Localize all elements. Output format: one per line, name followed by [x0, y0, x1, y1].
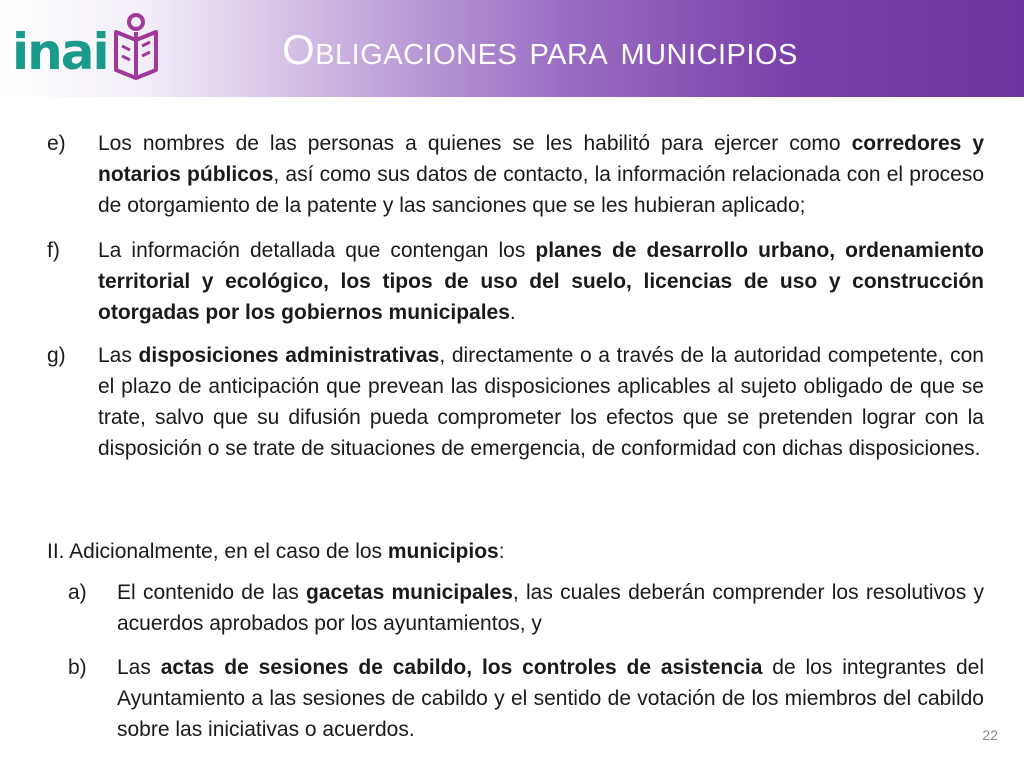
list-marker: f) [47, 239, 60, 262]
text-run: La información detallada que contengan los [98, 239, 536, 262]
text-run: . [509, 301, 516, 324]
text-run: : [498, 540, 505, 563]
bold-text: planes de desarrollo urbano, ordenamiento territorial y ecológico, los tipos de uso del suelo, licencias de uso y construcción otorgadas por los gobiernos municipales [98, 239, 984, 324]
list-item-text [117, 652, 984, 745]
text-run: Las [98, 344, 139, 367]
list-item-a [68, 577, 984, 639]
list-item-b [68, 652, 984, 745]
list-item-e [47, 128, 984, 221]
text-run: El contenido de las [117, 581, 307, 604]
bold-text: corredores y notarios públicos [98, 132, 984, 186]
text-run: , directamente o a través de la autoridad competente, con el plazo de anticipación que prevean las disposiciones aplicables al sujeto obligado de que se trate, salvo que su difusión pueda comprometer los efectos que se pretenden lograr con la disposición o se trate de situaciones de emergencia, de conformidad con dichas disposiciones. [98, 344, 984, 460]
list-marker: e) [47, 132, 66, 155]
list-marker: a) [68, 581, 87, 604]
logo-text: inai [12, 23, 108, 81]
list-item-text [98, 235, 984, 328]
text-run: II. Adicionalmente, en el caso de los [47, 540, 388, 563]
section-ii-heading [47, 536, 505, 567]
list-marker: b) [68, 656, 87, 679]
list-item-f [47, 235, 984, 328]
list-item-text [98, 340, 984, 464]
text-run: Los nombres de las personas a quienes se les habilitó para ejercer como [98, 132, 852, 155]
text-run: , así como sus datos de contacto, la información relacionada con el proceso de otorgamiento de la patente y las sanciones que se les hubieran aplicado; [98, 163, 985, 217]
bold-text: actas de sesiones de cabildo, los controles de asistencia [160, 656, 763, 679]
list-item-text [98, 128, 984, 221]
list-item-text [117, 577, 984, 639]
inai-logo [12, 12, 162, 87]
page-title: Obligaciones para municipios [282, 26, 798, 73]
bold-text: municipios [387, 540, 499, 563]
book-person-icon [110, 12, 162, 82]
text-run: Las [117, 656, 161, 679]
page-number: 22 [982, 727, 998, 743]
slide-header [0, 0, 1024, 97]
list-item-g [47, 340, 984, 464]
list-marker: g) [47, 344, 66, 367]
text-run: de los integrantes del Ayuntamiento a las sesiones de cabildo y el sentido de votación de los miembros del cabildo sobre las iniciativas o acuerdos. [117, 656, 984, 741]
bold-text: disposiciones administrativas [138, 344, 440, 367]
text-run: , las cuales deberán comprender los resolutivos y acuerdos aprobados por los ayuntamientos, y [117, 581, 984, 635]
bold-text: gacetas municipales [306, 581, 513, 604]
